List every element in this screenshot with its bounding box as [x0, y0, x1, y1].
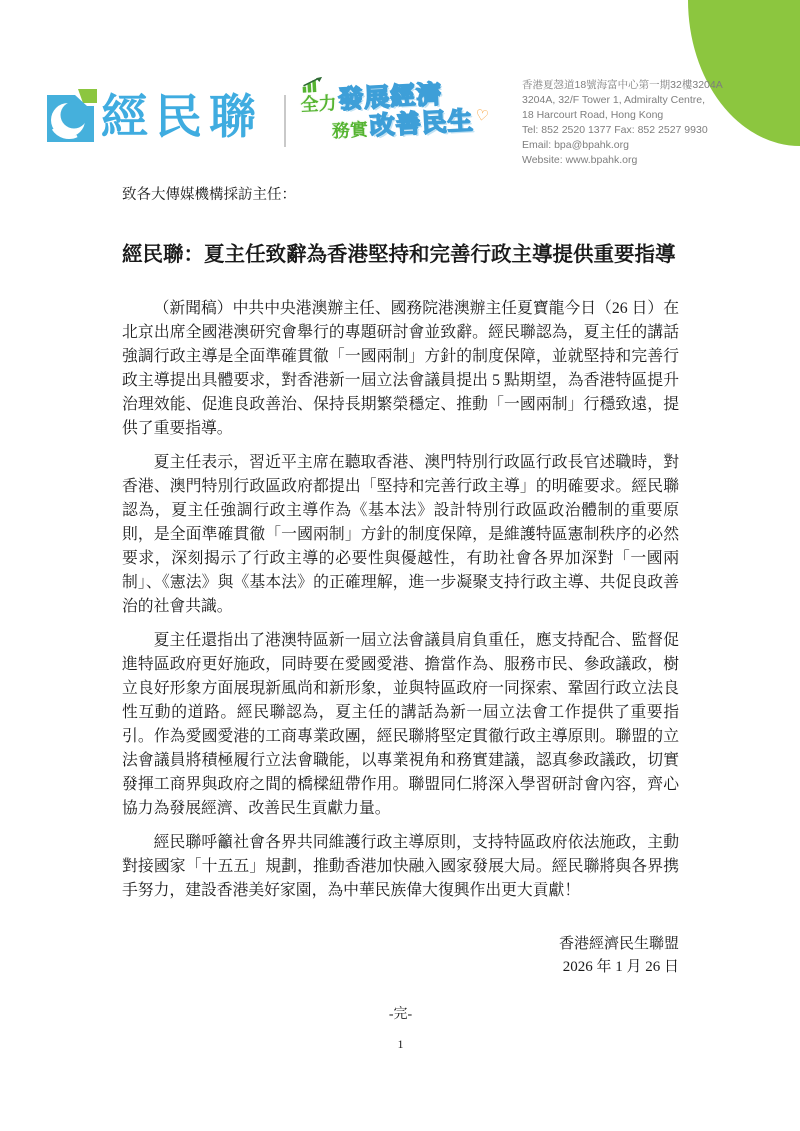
growth-chart-icon: [301, 77, 324, 98]
slogan-graphic: [300, 79, 493, 144]
contact-line-address-zh: 香港夏愨道18號海富中心第一期32樓3204A: [522, 79, 723, 91]
slogan-line1-prefix: 全力: [300, 93, 338, 115]
contact-line-address-en2: 18 Harcourt Road, Hong Kong: [522, 109, 664, 121]
contact-line-tel-fax: Tel: 852 2520 1377 Fax: 852 2527 9930: [522, 124, 708, 136]
paragraph-3: 夏主任還指出了港澳特區新一屆立法會議員肩負重任，應支持配合、監督促進特區政府更好施政，同時要在愛國愛港、擔當作為、服務市民、參政議政，樹立良好形象方面展現新風尚和新形象，並與特區政府一同探索、鞏固行政立法良性互動的道路。經民聯認為，夏主任的講話為新一屆立法會工作提供了重要指引。作為愛國愛港的工商專業政團，經民聯將堅定貫徹行政主導原則。聯盟的立法會議員將積極履行立法會職能，以專業視角和務實建議，認真參政議政，切實發揮工商界與政府之間的橋樑紐帶作用。聯盟同仁將深入學習研討會內容，齊心協力為發展經濟、改善民生貢獻力量。: [122, 632, 679, 817]
letter-content: [122, 186, 679, 1052]
contact-line-address-en1: 3204A, 32/F Tower 1, Admiralty Centre,: [522, 94, 706, 106]
slogan-line2-main: 改善民生: [369, 106, 475, 141]
paragraph-2: 夏主任表示，習近平主席在聽取香港、澳門特別行政區行政長官述職時，對香港、澳門特別行政區政府都提出「堅持和完善行政主導」的明確要求。經民聯認為，夏主任強調行政主導作為《基本法》設計特別行政區政治體制的重要原則，是全面準確貫徹「一國兩制」方針的制度保障，是維護特區憲制秩序的必然要求，深刻揭示了行政主導的必要性與優越性，有助社會各界加深對「一國兩制」、《憲法》與《基本法》的正確理解，進一步凝聚支持行政主導、共促良政善治的社會共識。: [122, 454, 679, 615]
header-divider: [284, 95, 286, 147]
bpa-logo-icon: [47, 89, 97, 142]
page-title: 經民聯：夏主任致辭為香港堅持和完善行政主導提供重要指導: [122, 243, 676, 266]
contact-line-email: Email: bpa@bpahk.org: [522, 139, 629, 151]
slogan-line1-main: 發展經濟: [337, 80, 443, 114]
signature-date: 2026 年 1 月 26 日: [562, 959, 679, 975]
end-mark: -完-: [388, 1007, 413, 1022]
logo-wordmark: 經民聯: [101, 90, 263, 143]
page-number: 1: [397, 1037, 404, 1051]
contact-block: [522, 78, 772, 168]
body-paragraphs: [122, 297, 679, 903]
heart-icon: ♡: [474, 106, 490, 126]
salutation: 致各大傳媒機構採訪主任：: [122, 187, 296, 203]
signature-block: [122, 933, 679, 979]
signature-org: 香港經濟民生聯盟: [558, 936, 679, 952]
slogan-line2-prefix: 務實: [331, 119, 369, 142]
paragraph-4: 經民聯呼籲社會各界共同維護行政主導原則，支持特區政府依法施政，主動對接國家「十五五」規劃，推動香港加快融入國家發展大局。經民聯將與各界携手努力，建設香港美好家園，為中華民族偉大復興作出更大貢獻！: [122, 834, 679, 899]
contact-line-website: Website: www.bpahk.org: [522, 154, 638, 166]
paragraph-1: （新聞稿）中共中央港澳辦主任、國務院港澳辦主任夏寶龍今日（26 日）在北京出席全國港澳研究會舉行的專題研討會並致辭。經民聯認為，夏主任的講話強調行政主導是全面準確貫徹「一國兩制」方針的制度保障，並就堅持和完善行政主導提出具體要求，對香港新一屆立法會議員提出 5 點期望，為香港特區提升治理效能、促進良政善治、保持長期繁榮穩定、推動「一國兩制」行穩致遠，提供了重要指導。: [122, 300, 679, 437]
